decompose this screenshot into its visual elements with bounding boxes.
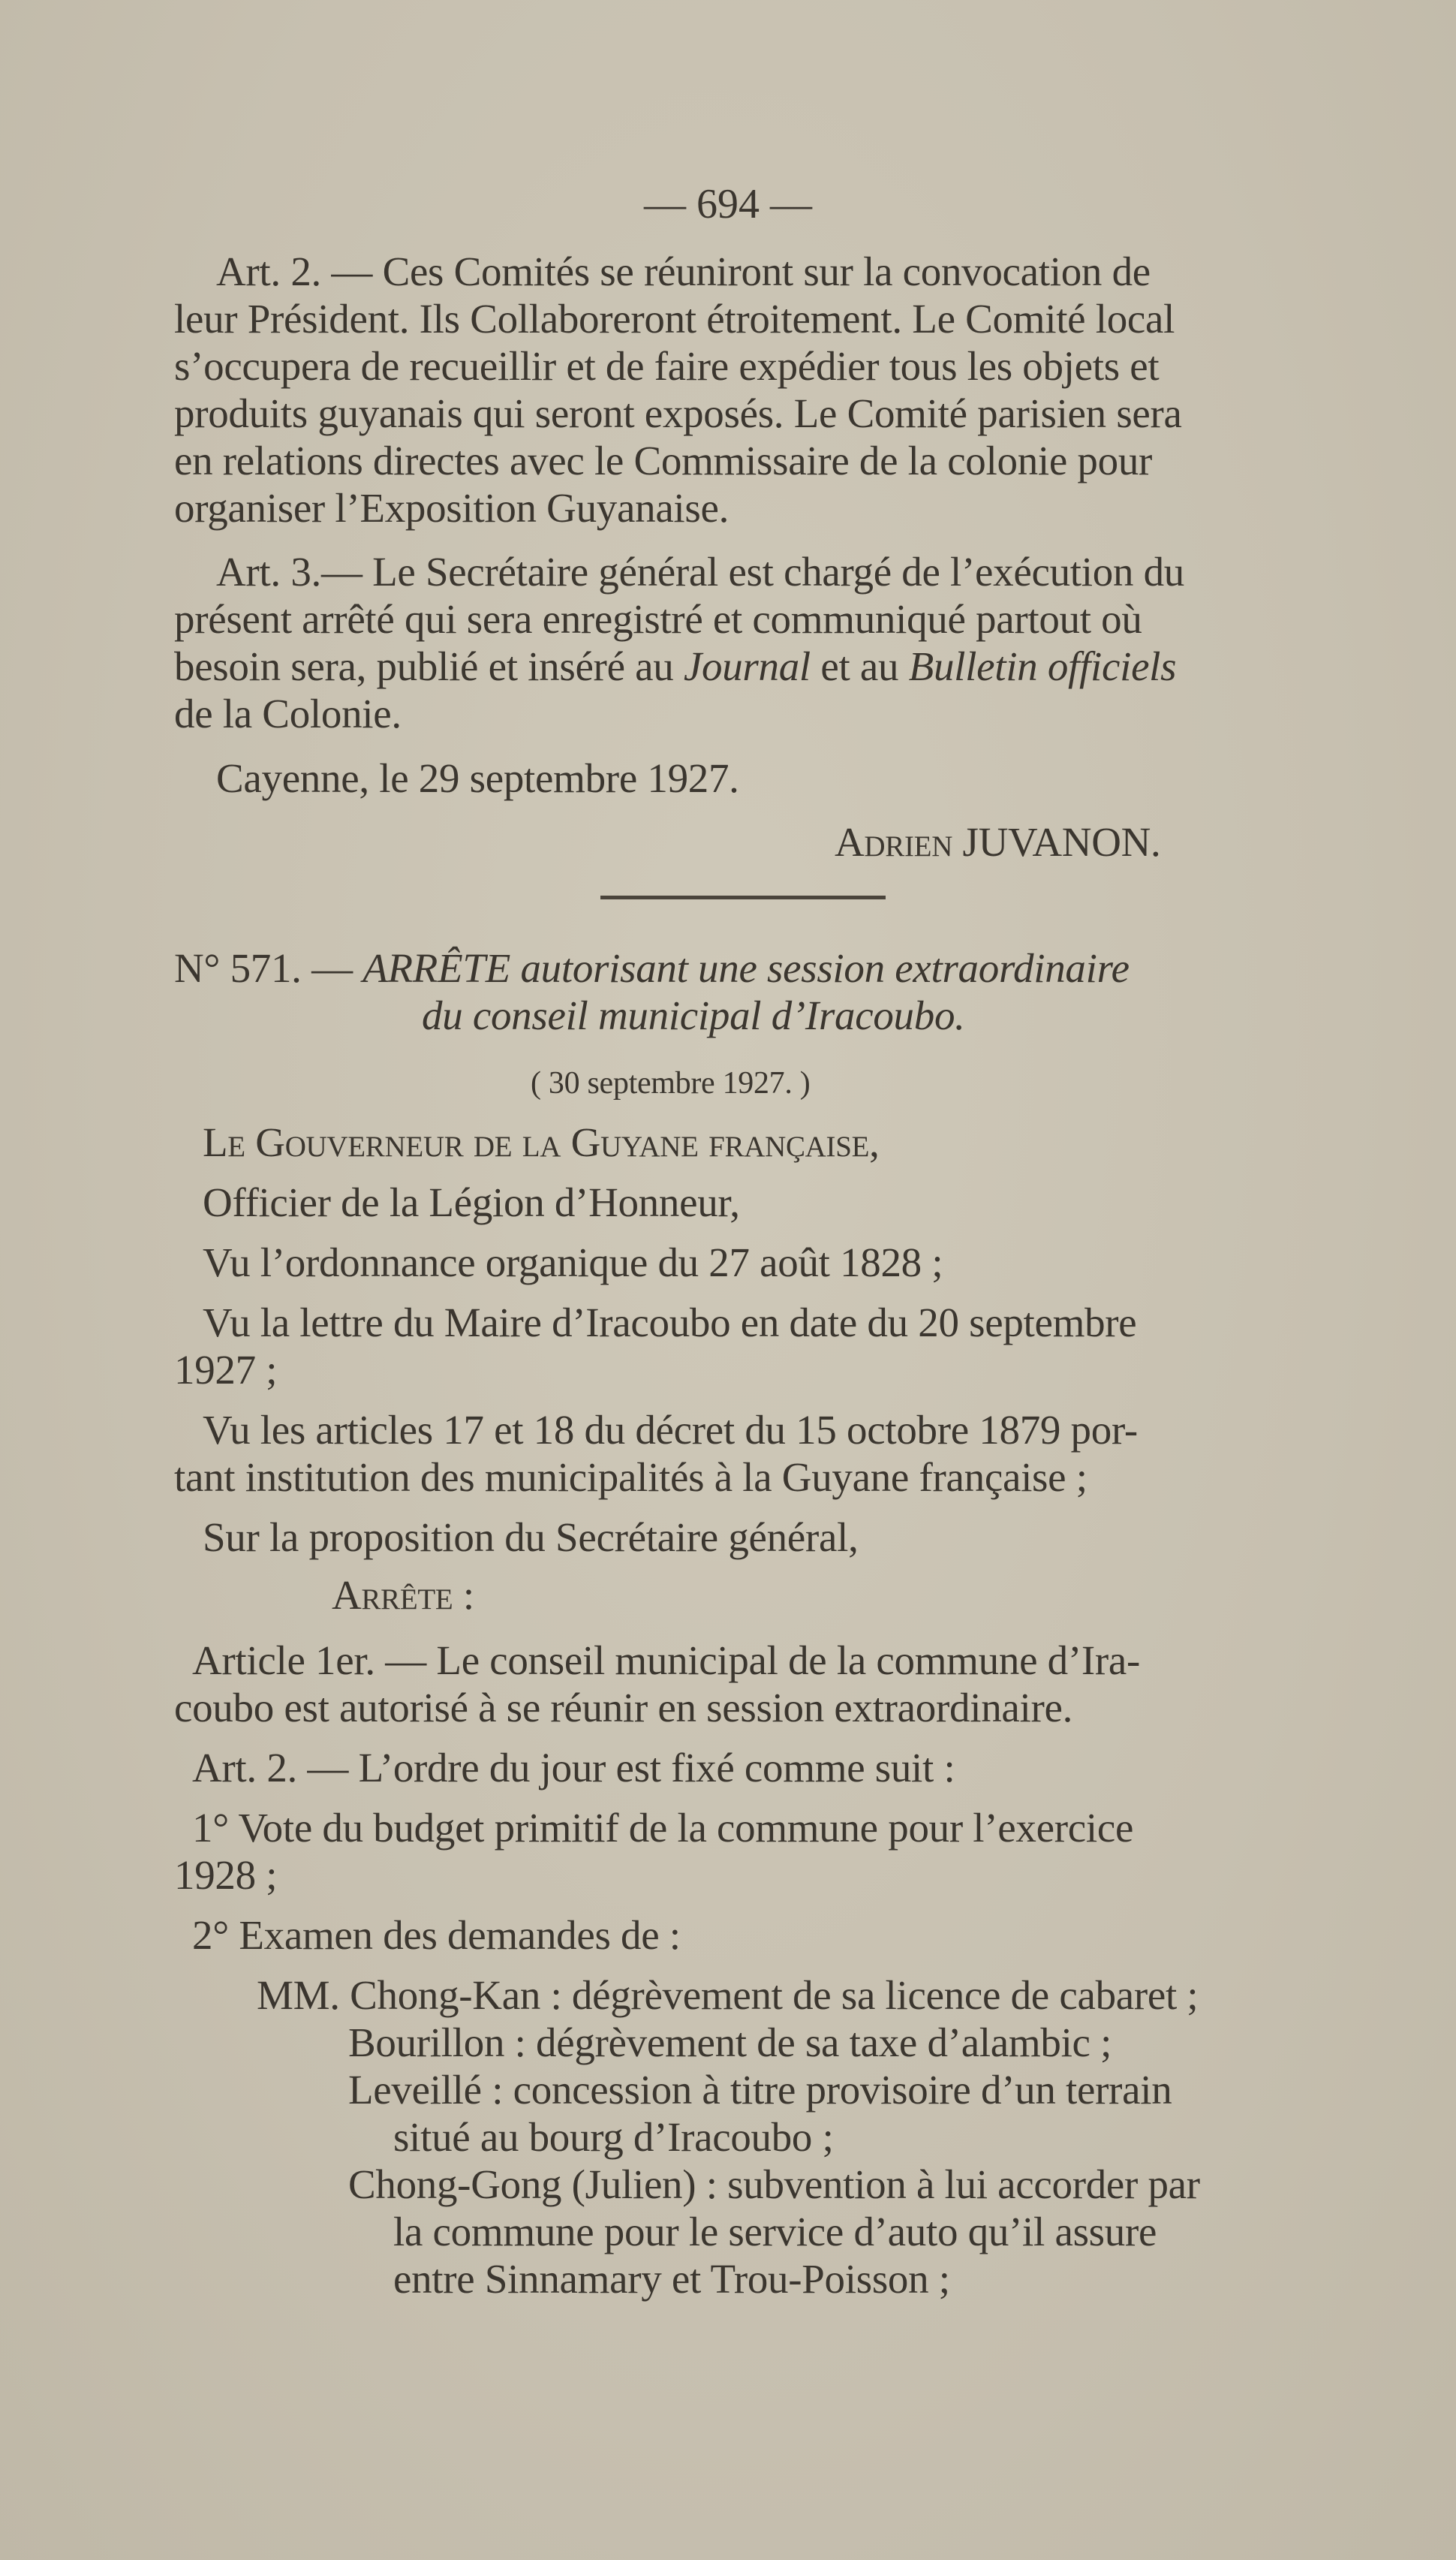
art2-line-4: produits guyanais qui seront exposés. Le Comité parisien sera [174, 390, 1182, 436]
art2-line-5: en relations directes avec le Commissaire de la colonie pour [174, 438, 1153, 483]
closing-date: Cayenne, le 29 septembre 1927. [216, 755, 739, 801]
request-4-line-3: entre Sinnamary et Trou-Poisson ; [393, 2256, 950, 2302]
decree-title-line-1: ARRÊTE autorisant une session extraordinaire [362, 945, 1130, 991]
decree-title-line-2: du conseil municipal d’Iracoubo. [422, 992, 965, 1038]
item1-line-2: 1928 ; [174, 1852, 278, 1898]
art3-line-3-mid: et au [810, 643, 909, 689]
section-divider [600, 896, 886, 899]
governor-text: Le Gouverneur de la Guyane française, [203, 1119, 880, 1165]
vu1-line: Vu l’ordonnance organique du 27 août 1828 ; [203, 1239, 943, 1285]
art2-order-line: Art. 2. — L’ordre du jour est fixé comme suit : [192, 1745, 955, 1790]
item2-line: 2° Examen des demandes de : [192, 1912, 681, 1958]
vu3-line-2: tant institution des municipalités à la Guyane française ; [174, 1454, 1087, 1500]
art2-line-1: Art. 2. — Ces Comités se réuniront sur la convocation de [216, 248, 1151, 294]
request-4-line-2: la commune pour le service d’auto qu’il assure [393, 2209, 1157, 2254]
request-3-line-1: Leveillé : concession à titre provisoire d’un terrain [348, 2067, 1172, 2113]
decree-heading-line-1 [174, 944, 1130, 992]
governor-line [203, 1119, 880, 1166]
arrete-line: Arrête : [332, 1572, 474, 1618]
signature: Adrien JUVANON. [835, 819, 1161, 865]
art3-line-3 [174, 643, 1322, 690]
request-2: Bourillon : dégrèvement de sa taxe d’alambic ; [348, 2019, 1112, 2065]
decree-number: N° 571. — [174, 945, 363, 991]
request-3-line-2: situé au bourg d’Iracoubo ; [393, 2114, 834, 2160]
vu3-line-1: Vu les articles 17 et 18 du décret du 15 octobre 1879 por- [203, 1407, 1138, 1453]
sur-line: Sur la proposition du Secrétaire général, [203, 1514, 859, 1560]
journal-italic: Journal [683, 643, 811, 689]
art3-line-3-start: besoin sera, publié et inséré au [174, 643, 684, 689]
page-number: — 694 — [644, 181, 812, 227]
vu2-line-2: 1927 ; [174, 1347, 278, 1393]
article1-line-2: coubo est autorisé à se réunir en session extraordinaire. [174, 1685, 1073, 1730]
art3-line-4: de la Colonie. [174, 691, 402, 736]
art3-line-2: présent arrêté qui sera enregistré et communiqué partout où [174, 596, 1142, 642]
art3-line-1: Art. 3.— Le Secrétaire général est chargé de l’exécution du [216, 549, 1185, 595]
vu2-line-1: Vu la lettre du Maire d’Iracoubo en date du 20 septembre [203, 1300, 1137, 1345]
request-1: MM. Chong-Kan : dégrèvement de sa licence de cabaret ; [257, 1972, 1199, 2018]
bulletin-italic: Bulletin officiels [908, 643, 1177, 689]
officer-line: Officier de la Légion d’Honneur, [203, 1179, 740, 1225]
decree-date: ( 30 septembre 1927. ) [531, 1066, 811, 1101]
art2-line-6: organiser l’Exposition Guyanaise. [174, 485, 730, 531]
article1-line-1: Article 1er. — Le conseil municipal de la commune d’Ira- [192, 1637, 1140, 1683]
request-4-line-1: Chong-Gong (Julien) : subvention à lui accorder par [348, 2161, 1200, 2207]
art2-line-3: s’occupera de recueillir et de faire expédier tous les objets et [174, 343, 1160, 389]
item1-line-1: 1° Vote du budget primitif de la commune pour l’exercice [192, 1805, 1134, 1851]
art2-line-2: leur Président. Ils Collaboreront étroitement. Le Comité local [174, 296, 1175, 342]
